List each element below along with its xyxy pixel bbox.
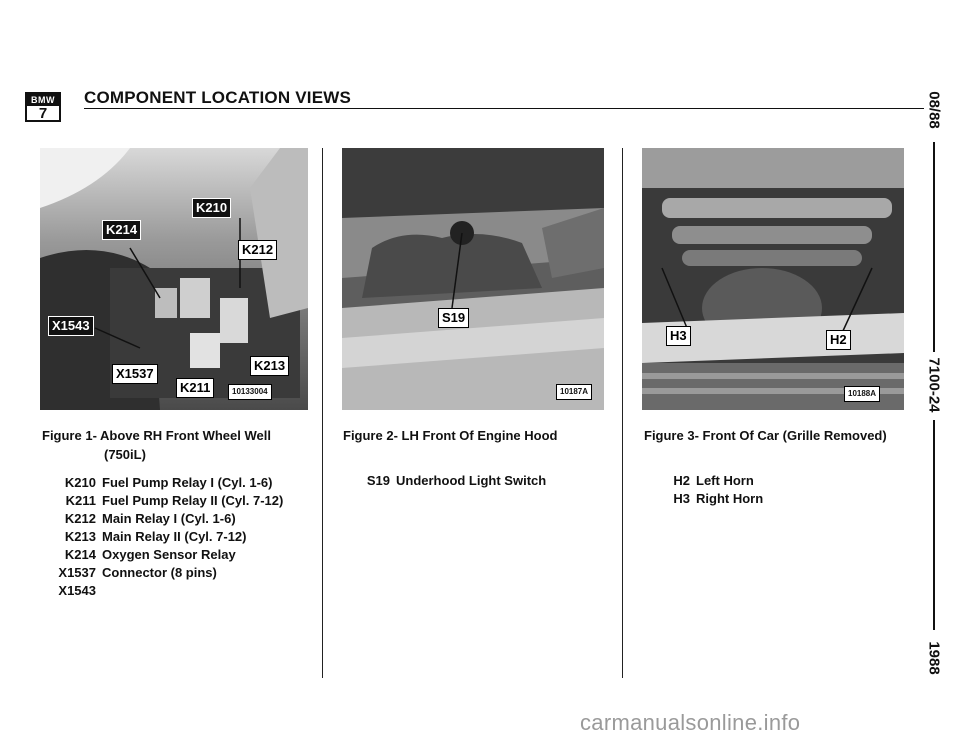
legend-row-k212 — [56, 510, 283, 528]
figure-1-caption-sub: (750iL) — [104, 447, 146, 462]
side-page-number: 7100-24 — [925, 357, 943, 413]
legend-desc: Connector (8 pins) — [102, 565, 217, 580]
legend-row-x1543 — [56, 582, 283, 600]
legend-code: K214 — [64, 547, 96, 562]
figure-3-legend — [668, 472, 763, 508]
figure-3-caption — [644, 428, 887, 443]
legend-code: H3 — [673, 491, 690, 506]
figure-2-photo-art — [342, 148, 604, 410]
figure-2-caption — [343, 428, 557, 443]
figure-3-number: 10188A — [844, 386, 880, 402]
logo-series: 7 — [38, 105, 48, 122]
callout-x1537: X1537 — [112, 364, 158, 384]
legend-code: K210 — [64, 475, 96, 490]
callout-h3: H3 — [666, 326, 691, 346]
watermark: carmanualsonline.info — [580, 710, 801, 735]
legend-row-s19 — [360, 472, 546, 490]
figure-2-caption-text: Figure 2- LH Front Of Engine Hood — [343, 428, 558, 443]
callout-k213: K213 — [250, 356, 289, 376]
callout-s19: S19 — [438, 308, 469, 328]
legend-row-h3 — [668, 490, 763, 508]
legend-code: K213 — [64, 529, 96, 544]
legend-code: X1537 — [58, 565, 96, 580]
legend-code: K211 — [65, 493, 96, 508]
page-title: COMPONENT LOCATION VIEWS — [84, 88, 352, 107]
legend-code: X1543 — [58, 583, 96, 598]
side-rule-2 — [933, 420, 935, 630]
legend-row-k214 — [56, 546, 283, 564]
figure-1-number: 10133004 — [228, 384, 272, 400]
legend-desc: Right Horn — [696, 491, 764, 506]
legend-row-h2 — [668, 472, 763, 490]
legend-row-k210 — [56, 474, 283, 492]
column-divider-1 — [322, 148, 323, 678]
legend-desc: Underhood Light Switch — [396, 473, 547, 488]
callout-k214: K214 — [102, 220, 141, 240]
legend-desc: Main Relay II (Cyl. 7-12) — [102, 529, 247, 544]
logo-brand: BMW — [27, 94, 59, 106]
figure-1-caption-text: Figure 1- Above RH Front Wheel Well — [42, 428, 271, 443]
legend-desc: Fuel Pump Relay I (Cyl. 1-6) — [102, 475, 273, 490]
side-date: 08/88 — [925, 91, 943, 129]
legend-desc: Main Relay I (Cyl. 1-6) — [102, 511, 236, 526]
figure-1-photo — [40, 148, 308, 410]
figure-1-legend — [56, 474, 283, 600]
side-strip — [916, 80, 952, 680]
bmw-logo — [25, 92, 61, 122]
figure-2-legend — [360, 472, 546, 490]
figure-2-photo — [342, 148, 604, 410]
legend-desc: Fuel Pump Relay II (Cyl. 7-12) — [102, 493, 284, 508]
legend-desc: Oxygen Sensor Relay — [102, 547, 236, 562]
callout-x1543: X1543 — [48, 316, 94, 336]
page-header — [22, 88, 922, 122]
header-rule — [84, 108, 924, 109]
legend-code: H2 — [673, 473, 690, 488]
callout-h2: H2 — [826, 330, 851, 350]
figure-3-photo-art — [642, 148, 904, 410]
figure-3-caption-text: Figure 3- Front Of Car (Grille Removed) — [644, 428, 887, 443]
column-divider-2 — [622, 148, 623, 678]
legend-row-k211 — [56, 492, 283, 510]
legend-code: S19 — [366, 473, 390, 488]
callout-k212: K212 — [238, 240, 277, 260]
legend-desc: Left Horn — [696, 473, 754, 488]
figure-2-number: 10187A — [556, 384, 592, 400]
legend-code: K212 — [64, 511, 96, 526]
legend-row-x1537 — [56, 564, 283, 582]
side-year: 1988 — [925, 641, 943, 675]
callout-k211: K211 — [176, 378, 214, 398]
figure-3-photo — [642, 148, 904, 410]
callout-k210: K210 — [192, 198, 231, 218]
figure-1-caption — [42, 428, 271, 462]
legend-row-k213 — [56, 528, 283, 546]
side-rule-1 — [933, 142, 935, 352]
